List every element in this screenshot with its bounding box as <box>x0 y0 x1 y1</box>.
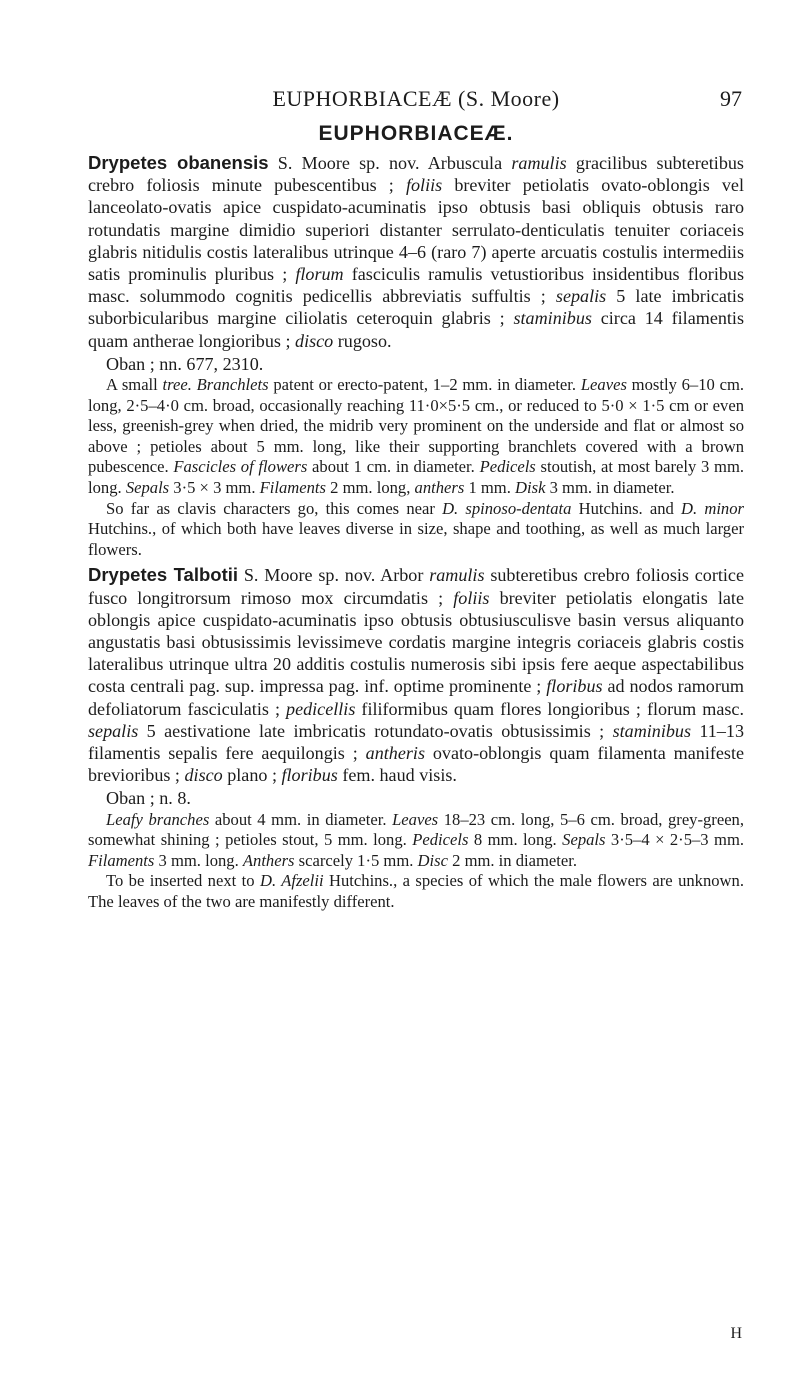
english-description <box>88 810 744 872</box>
organ-label: foliis <box>453 587 490 608</box>
species-author: S. Moore sp. nov. <box>238 565 376 586</box>
description-text: 8 mm. long. <box>468 830 563 850</box>
description-text: To be inserted next to <box>106 871 260 891</box>
diagnosis-text: Arbuscula <box>419 153 512 173</box>
page-number: 97 <box>720 86 742 111</box>
species-author: S. Moore sp. nov. <box>268 153 420 173</box>
diagnosis-text: fem. haud visis. <box>337 765 457 786</box>
locality-citation: Oban ; n. 8. <box>106 788 191 809</box>
description-text: 3·5 × 3 mm. <box>169 478 260 497</box>
description-text: 3 mm. in diameter. <box>545 478 675 497</box>
term-label: Anthers <box>242 850 295 870</box>
description-text: Hutchins. and <box>571 498 682 518</box>
organ-label: foliis <box>405 175 443 196</box>
organ-label: ramulis <box>429 565 485 586</box>
organ-label: florum <box>295 264 344 285</box>
term-label: tree. <box>162 375 192 395</box>
organ-label: disco <box>184 765 223 786</box>
term-label: Sepals <box>562 830 606 850</box>
term-label: Leafy branches <box>106 809 210 829</box>
organ-label: pedicellis <box>286 698 356 719</box>
term-label: Disc <box>417 850 448 870</box>
signature-mark: H <box>730 1325 742 1342</box>
term-label: Sepals <box>125 478 170 497</box>
term-label: D. Afzelii <box>259 871 324 891</box>
diagnosis-text: subteretibus crebro foliosis cortice fusco longitrorsum rimoso mox circumdatis ; <box>88 565 744 608</box>
running-title: EUPHORBIACEÆ (S. Moore) <box>272 86 560 111</box>
latin-diagnosis <box>88 564 744 786</box>
organ-label: staminibus <box>612 720 692 741</box>
description-text: Hutchins., of which both have leaves diverse in size, shape and toothing, as well as much larger flowers. <box>88 519 744 559</box>
organ-label: sepalis <box>555 286 607 307</box>
diagnosis-text: breviter petiolatis elongatis late oblongis apice cuspidato-acuminatis ipso obtusis obtusiusculisve basin versus aliquanto angustatis basi obtusissimis levissimeve cordatis margine integris coriaceis glabris costis lateralibus utrinque ultra 20 additis costulis numerosis sibi ipsis fere aeque aspectabilibus costa centrali pag. sup. impressa pag. inf. optime prominente ; <box>88 587 744 697</box>
diagnosis-text: 11–13 filamentis sepalis fere aequilongis ; <box>88 720 744 763</box>
term-label: D. spinoso-dentata <box>442 498 572 518</box>
description-text: patent or erecto-patent, 1–2 mm. in diameter. <box>268 375 581 395</box>
description-text: about 4 mm. in diameter. <box>209 809 393 829</box>
description-text: mostly 6–10 cm. long, 2·5–4·0 cm. broad, occasionally reaching 11·0×5·5 cm., or reduced to 5·0 × 1·5 cm or even less, greenish-grey when dried, the midrib very prominent on the underside and flat or almost so above ; petioles about 5 mm. long, like their supporting branchlets covered with a brown pubescence. <box>88 375 744 477</box>
term-label: Filaments <box>88 850 155 870</box>
description-text: 3·5–4 × 2·5–3 mm. <box>605 830 745 850</box>
species-block <box>88 564 744 912</box>
term-label: anthers <box>414 478 465 497</box>
species-name: Drypetes obanensis <box>88 152 269 173</box>
organ-label: floribus <box>281 765 338 786</box>
term-label: Branchlets <box>196 375 269 395</box>
affinity-note <box>88 871 744 912</box>
species-name: Drypetes Talbotii <box>88 564 239 586</box>
species-block <box>88 152 744 560</box>
description-text: A small <box>106 375 163 395</box>
term-label: Leaves <box>580 375 627 395</box>
term-label: D. minor <box>681 498 744 518</box>
diagnosis-text: breviter petiolatis ovato-oblongis vel lanceolato-ovatis apice cuspidato-acuminatis ipso obtusis basi obliquis obtusis raro rotundatis margine dimidio superiori distanter serrulato-denticulatis tenuiter coriaceis glabris nitidulis costis lateralibus utrinque 4–6 (raro 7) aperte arcuatis costulis intermediis satis prominulis pluribus ; <box>88 175 744 285</box>
term-label: Filaments <box>259 478 326 497</box>
affinity-note <box>88 499 744 561</box>
description-text: 3 mm. long. <box>154 850 243 870</box>
description-text: about 1 cm. in diameter. <box>307 457 480 477</box>
description-text: Hutchins., a species of which the male flowers are unknown. The leaves of the two are manifestly different. <box>88 871 744 911</box>
term-label: Disk <box>515 478 546 497</box>
diagnosis-text: rugoso. <box>333 330 392 351</box>
organ-label: sepalis <box>88 720 139 741</box>
species-list <box>88 152 744 913</box>
diagnosis-text: filiformibus quam flores longioribus ; florum masc. <box>355 698 744 719</box>
description-text: 2 mm. long, <box>326 478 415 497</box>
diagnosis-text: ad nodos ramorum defoliatorum fasciculatis ; <box>88 676 744 719</box>
term-label: Leaves <box>392 809 439 829</box>
organ-label: ramulis <box>511 153 567 173</box>
term-label: Pedicels <box>412 830 469 850</box>
family-heading: EUPHORBIACEÆ. <box>318 122 514 145</box>
diagnosis-text: gracilibus subteretibus crebro foliosis minute pubescentibus ; <box>88 153 744 196</box>
diagnosis-text: ovato-oblongis quam filamenta manifeste brevioribus ; <box>88 743 744 786</box>
diagnosis-text: 5 aestivatione late imbricatis rotundato-ovatis obtusissimis ; <box>138 720 613 741</box>
organ-label: antheris <box>365 743 425 763</box>
description-text: stoutish, at most barely 3 mm. long. <box>88 457 744 497</box>
running-head <box>90 82 742 112</box>
diagnosis-text: circa 14 filamentis quam antherae longioribus ; <box>88 308 744 351</box>
diagnosis-text: Arbor <box>375 565 430 586</box>
organ-label: floribus <box>546 676 603 697</box>
term-label: Pedicels <box>479 457 536 477</box>
organ-label: disco <box>295 330 334 351</box>
description-text: 1 mm. <box>464 478 516 497</box>
diagnosis-text: plano ; <box>222 765 282 786</box>
diagnosis-text: fasciculis ramulis vetustioribus insidentibus floribus masc. solummodo cognitis pedicellis abbreviatis suffultis ; <box>88 264 744 307</box>
locality-citation: Oban ; nn. 677, 2310. <box>106 353 264 374</box>
description-text: scarcely 1·5 mm. <box>294 850 418 870</box>
term-label: Fascicles of flowers <box>173 457 308 477</box>
english-description <box>88 375 744 499</box>
diagnosis-text: 5 late imbricatis suborbicularibus margine ciliolatis ceteroquin glabris ; <box>88 286 745 329</box>
latin-diagnosis <box>88 152 744 352</box>
description-text: 2 mm. in diameter. <box>447 850 578 870</box>
description-text: 18–23 cm. long, 5–6 cm. broad, grey-green, somewhat shining ; petioles stout, 5 mm. long. <box>88 809 744 850</box>
description-text: So far as clavis characters go, this comes near <box>106 498 443 518</box>
organ-label: staminibus <box>513 308 592 329</box>
article-body <box>88 122 744 913</box>
